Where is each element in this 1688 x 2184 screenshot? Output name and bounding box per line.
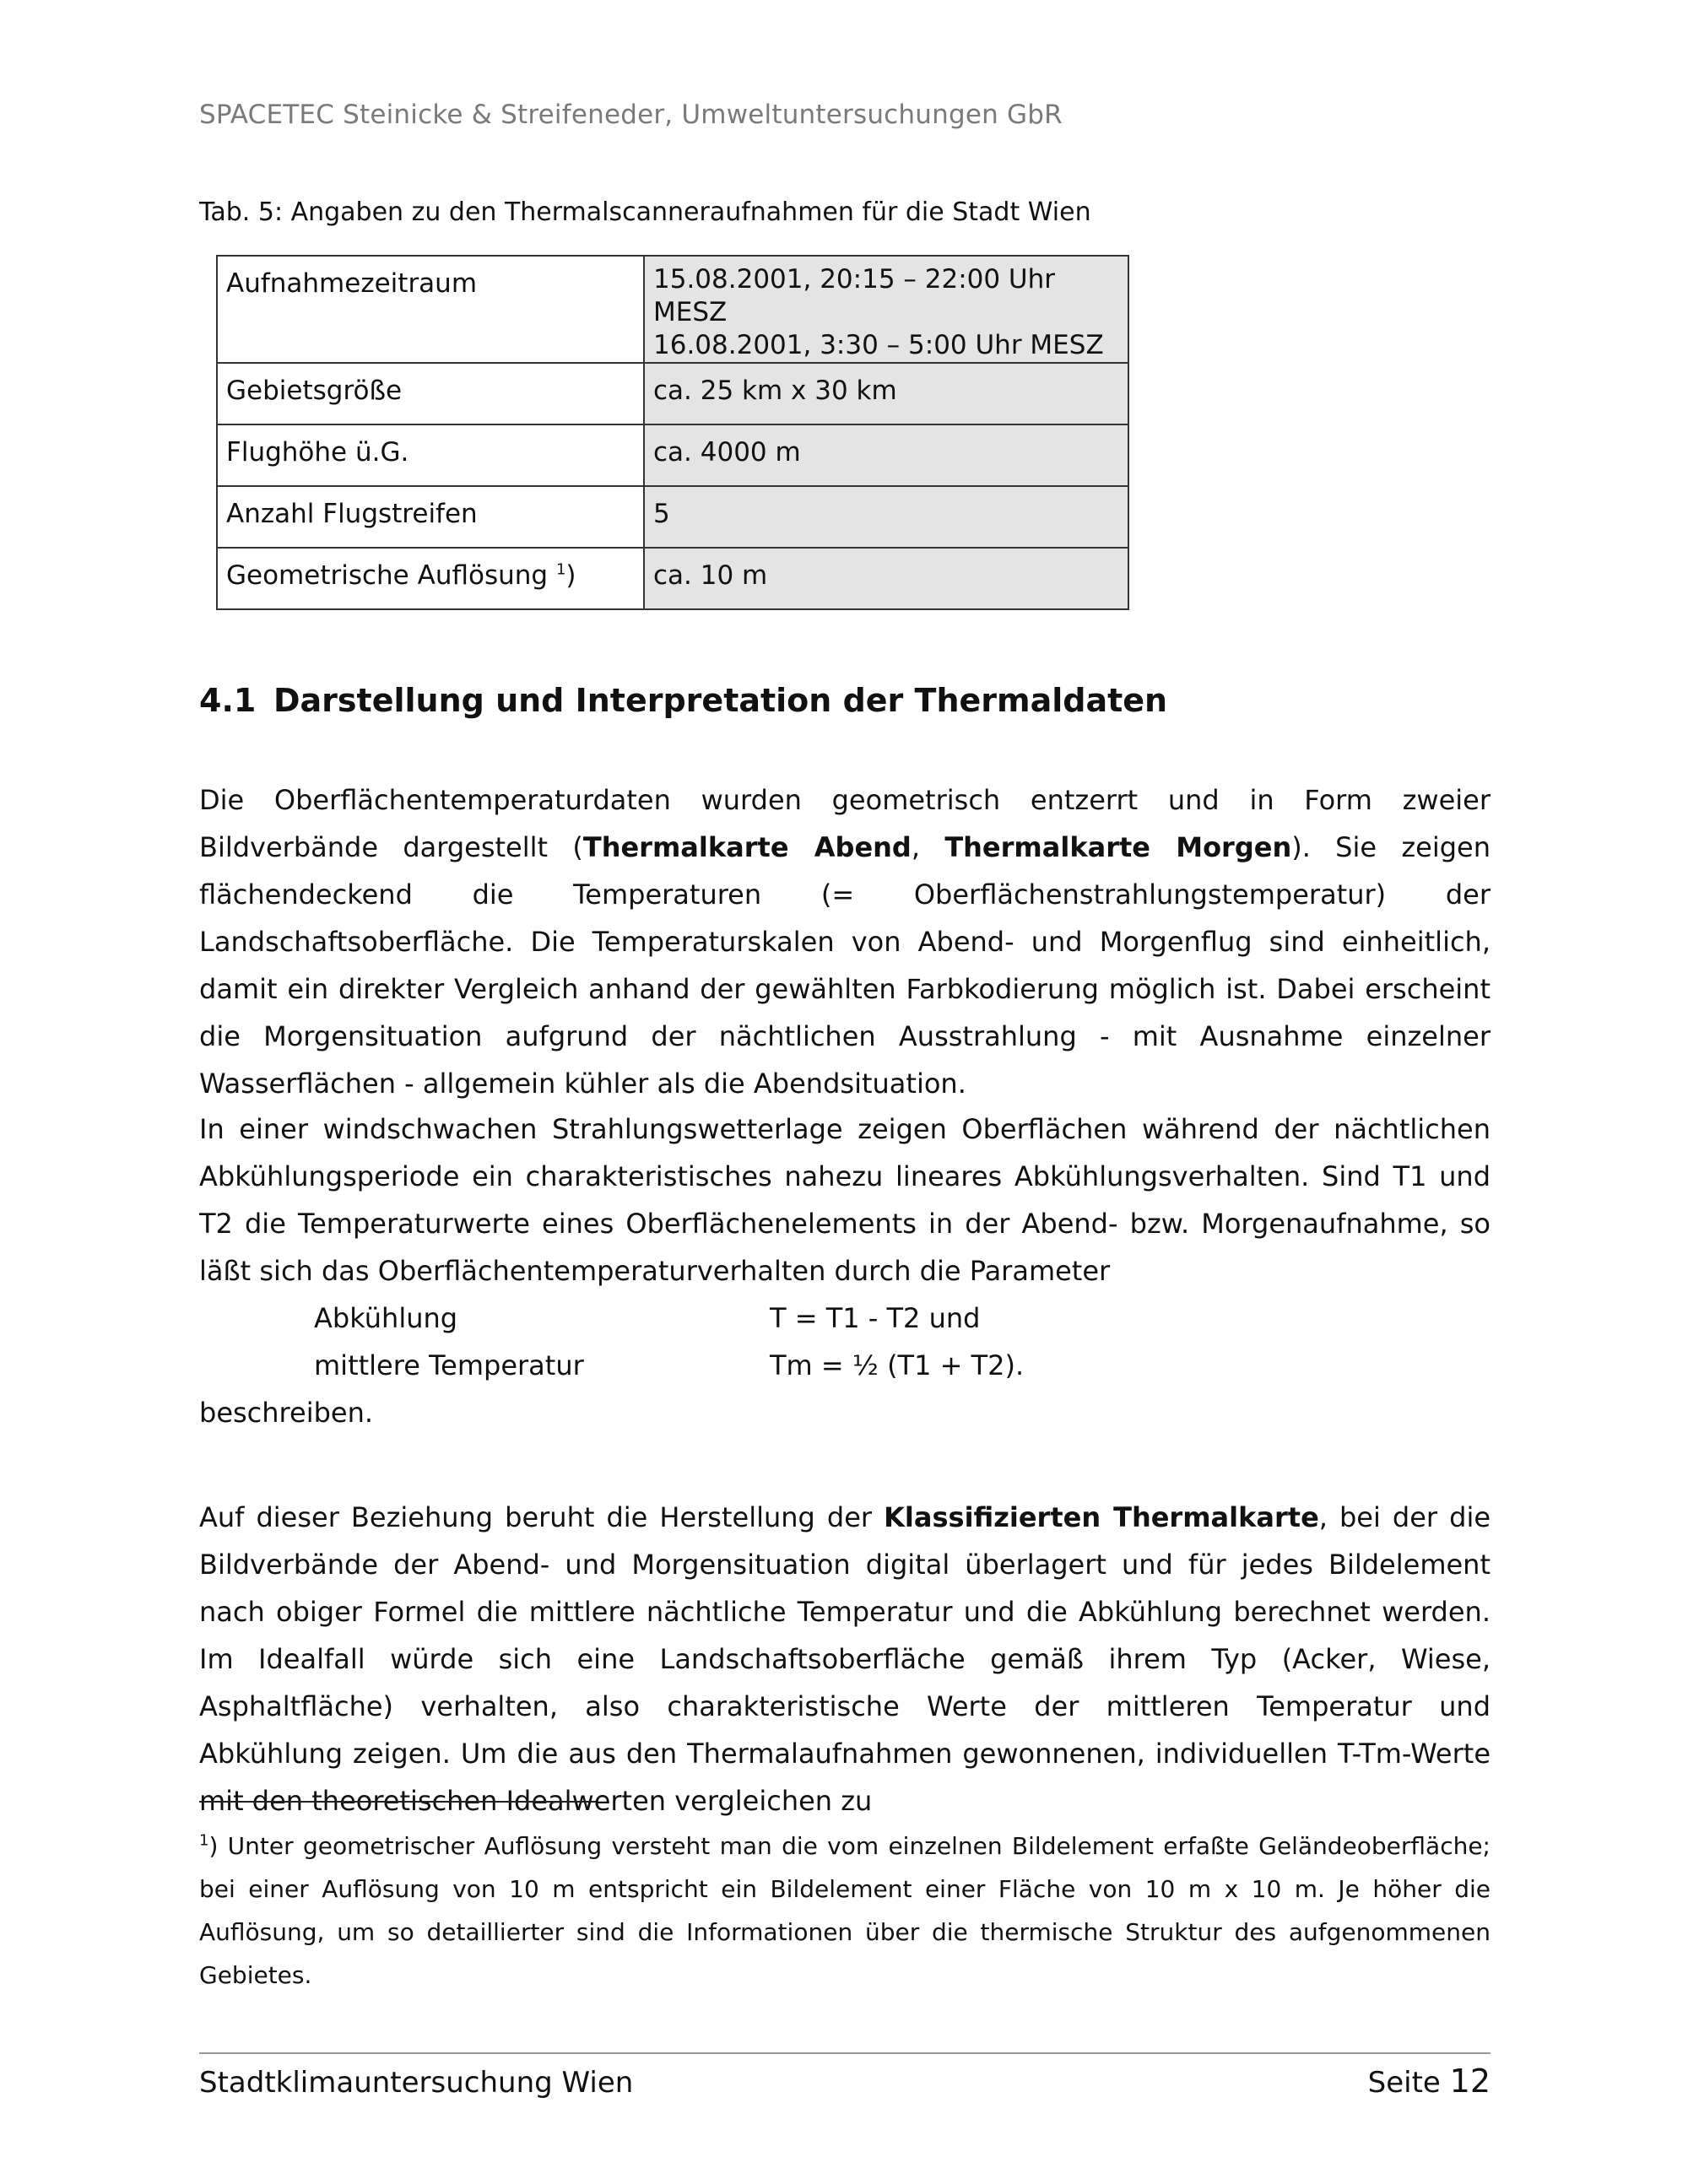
value-line: 16.08.2001, 3:30 – 5:00 Uhr MESZ [653, 330, 1104, 360]
footer-separator [199, 2052, 1491, 2054]
formula-cooling [314, 1295, 980, 1342]
bold-term: Thermalkarte Morgen [944, 831, 1292, 863]
bold-term: Thermalkarte Abend [582, 831, 912, 863]
acquisition-table [216, 255, 1129, 610]
table-row [217, 424, 1128, 486]
label-text: Geometrische Auflösung [226, 560, 549, 591]
section-number: 4.1 [199, 682, 257, 719]
formula-expression: T = T1 - T2 und [770, 1302, 981, 1334]
section-title: Darstellung und Interpretation der Thermaldaten [273, 682, 1168, 719]
table-caption: Tab. 5: Angaben zu den Thermalscanneraufnahmen für die Stadt Wien [199, 197, 1091, 227]
footnote [199, 1825, 1491, 1997]
value-line: 15.08.2001, 20:15 – 22:00 Uhr MESZ [653, 264, 1056, 327]
table-row [217, 256, 1128, 363]
paragraph-2-closing: beschreiben. [199, 1397, 374, 1429]
paragraph-1 [199, 776, 1491, 1107]
page-header: SPACETEC Steinicke & Streifeneder, Umweltuntersuchungen GbR [199, 100, 1063, 130]
table-cell-label: Aufnahmezeitraum [217, 256, 644, 363]
footnote-separator [199, 1801, 596, 1803]
table-cell-label: Anzahl Flugstreifen [217, 486, 644, 548]
table-row [217, 548, 1128, 609]
table-cell-value: ca. 4000 m [644, 424, 1128, 486]
text-run: , bei der die Bildverbände der Abend- und Morgensituation digital überlagert und für jedes Bildelement nach obiger Formel die mittlere nächtliche Temperatur und die Abkühlung berechnet werden. Im Idealfall würde sich eine Landschaftsoberfläche gemäß ihrem Typ (Acker, Wiese, Asphaltfläche) verhalten, also charakteristische Werte der mittleren Temperatur und Abkühlung zeigen. Um die aus den Thermalaufnahmen gewonnenen, individuellen T-Tm-Werte mit den theoretischen Idealwerten vergleichen zu [199, 1501, 1491, 1817]
table-row [217, 486, 1128, 548]
footer-title: Stadtklimauntersuchung Wien [199, 2066, 634, 2100]
table-cell-value: 5 [644, 486, 1128, 548]
formula-label: Abkühlung [314, 1302, 458, 1334]
page-number-value: 12 [1449, 2062, 1491, 2100]
formula-mean-temperature [314, 1342, 1024, 1389]
table-row [217, 363, 1128, 424]
formula-expression: Tm = ½ (T1 + T2). [770, 1349, 1025, 1381]
table-cell-label: Gebietsgröße [217, 363, 644, 424]
footnote-mark: 1 [199, 1831, 209, 1850]
table-cell-label [217, 548, 644, 609]
formula-label: mittlere Temperatur [314, 1349, 584, 1381]
text-run: Auf dieser Beziehung beruht die Herstellung der [199, 1501, 885, 1533]
bold-term: Klassifizierten Thermalkarte [884, 1501, 1319, 1533]
text-run: , [911, 831, 945, 863]
text-run: ). Sie zeigen flächendeckend die Temperaturen (= Oberflächenstrahlungstemperatur) der Landschaftsoberfläche. Die Temperaturskalen von Abend- und Morgenflug sind einheitlich, damit ein direkter Vergleich anhand der gewählten Farbkodierung möglich ist. Dabei erscheint die Morgensituation aufgrund der nächtlichen Ausstrahlung - mit Ausnahme einzelner Wasserflächen - allgemein kühler als die Abendsituation. [199, 831, 1491, 1100]
footnote-ref[interactable]: 1 [555, 560, 566, 579]
footnote-text: ) Unter geometrischer Auflösung versteht man die vom einzelnen Bildelement erfaßte Geländeoberfläche; bei einer Auflösung von 10 m entspricht ein Bildelement einer Fläche von 10 m x 10 m. Je höher die Auflösung, um so detaillierter sind die Informationen über die thermische Struktur des aufgenommenen Gebietes. [199, 1832, 1491, 1989]
table-cell-label: Flughöhe ü.G. [217, 424, 644, 486]
label-suffix: ) [565, 560, 576, 591]
section-heading [199, 682, 1167, 719]
text-run: Die Oberflächentemperaturdaten wurden geometrisch entzerrt und in Form zweier Bildverbände dargestellt ( [199, 784, 1491, 863]
page-number [1368, 2062, 1491, 2100]
table-cell-value [644, 256, 1128, 363]
table-cell-value: ca. 25 km x 30 km [644, 363, 1128, 424]
paragraph-3 [199, 1494, 1491, 1825]
paragraph-2: In einer windschwachen Strahlungswetterlage zeigen Oberflächen während der nächtlichen Abkühlungsperiode ein charakteristisches nahezu lineares Abkühlungsverhalten. Sind T1 und T2 die Temperaturwerte eines Oberflächenelements in der Abend- bzw. Morgenaufnahme, so läßt sich das Oberflächentemperaturverhalten durch die Parameter [199, 1113, 1491, 1287]
page-label: Seite [1367, 2066, 1441, 2100]
table-cell-value: ca. 10 m [644, 548, 1128, 609]
